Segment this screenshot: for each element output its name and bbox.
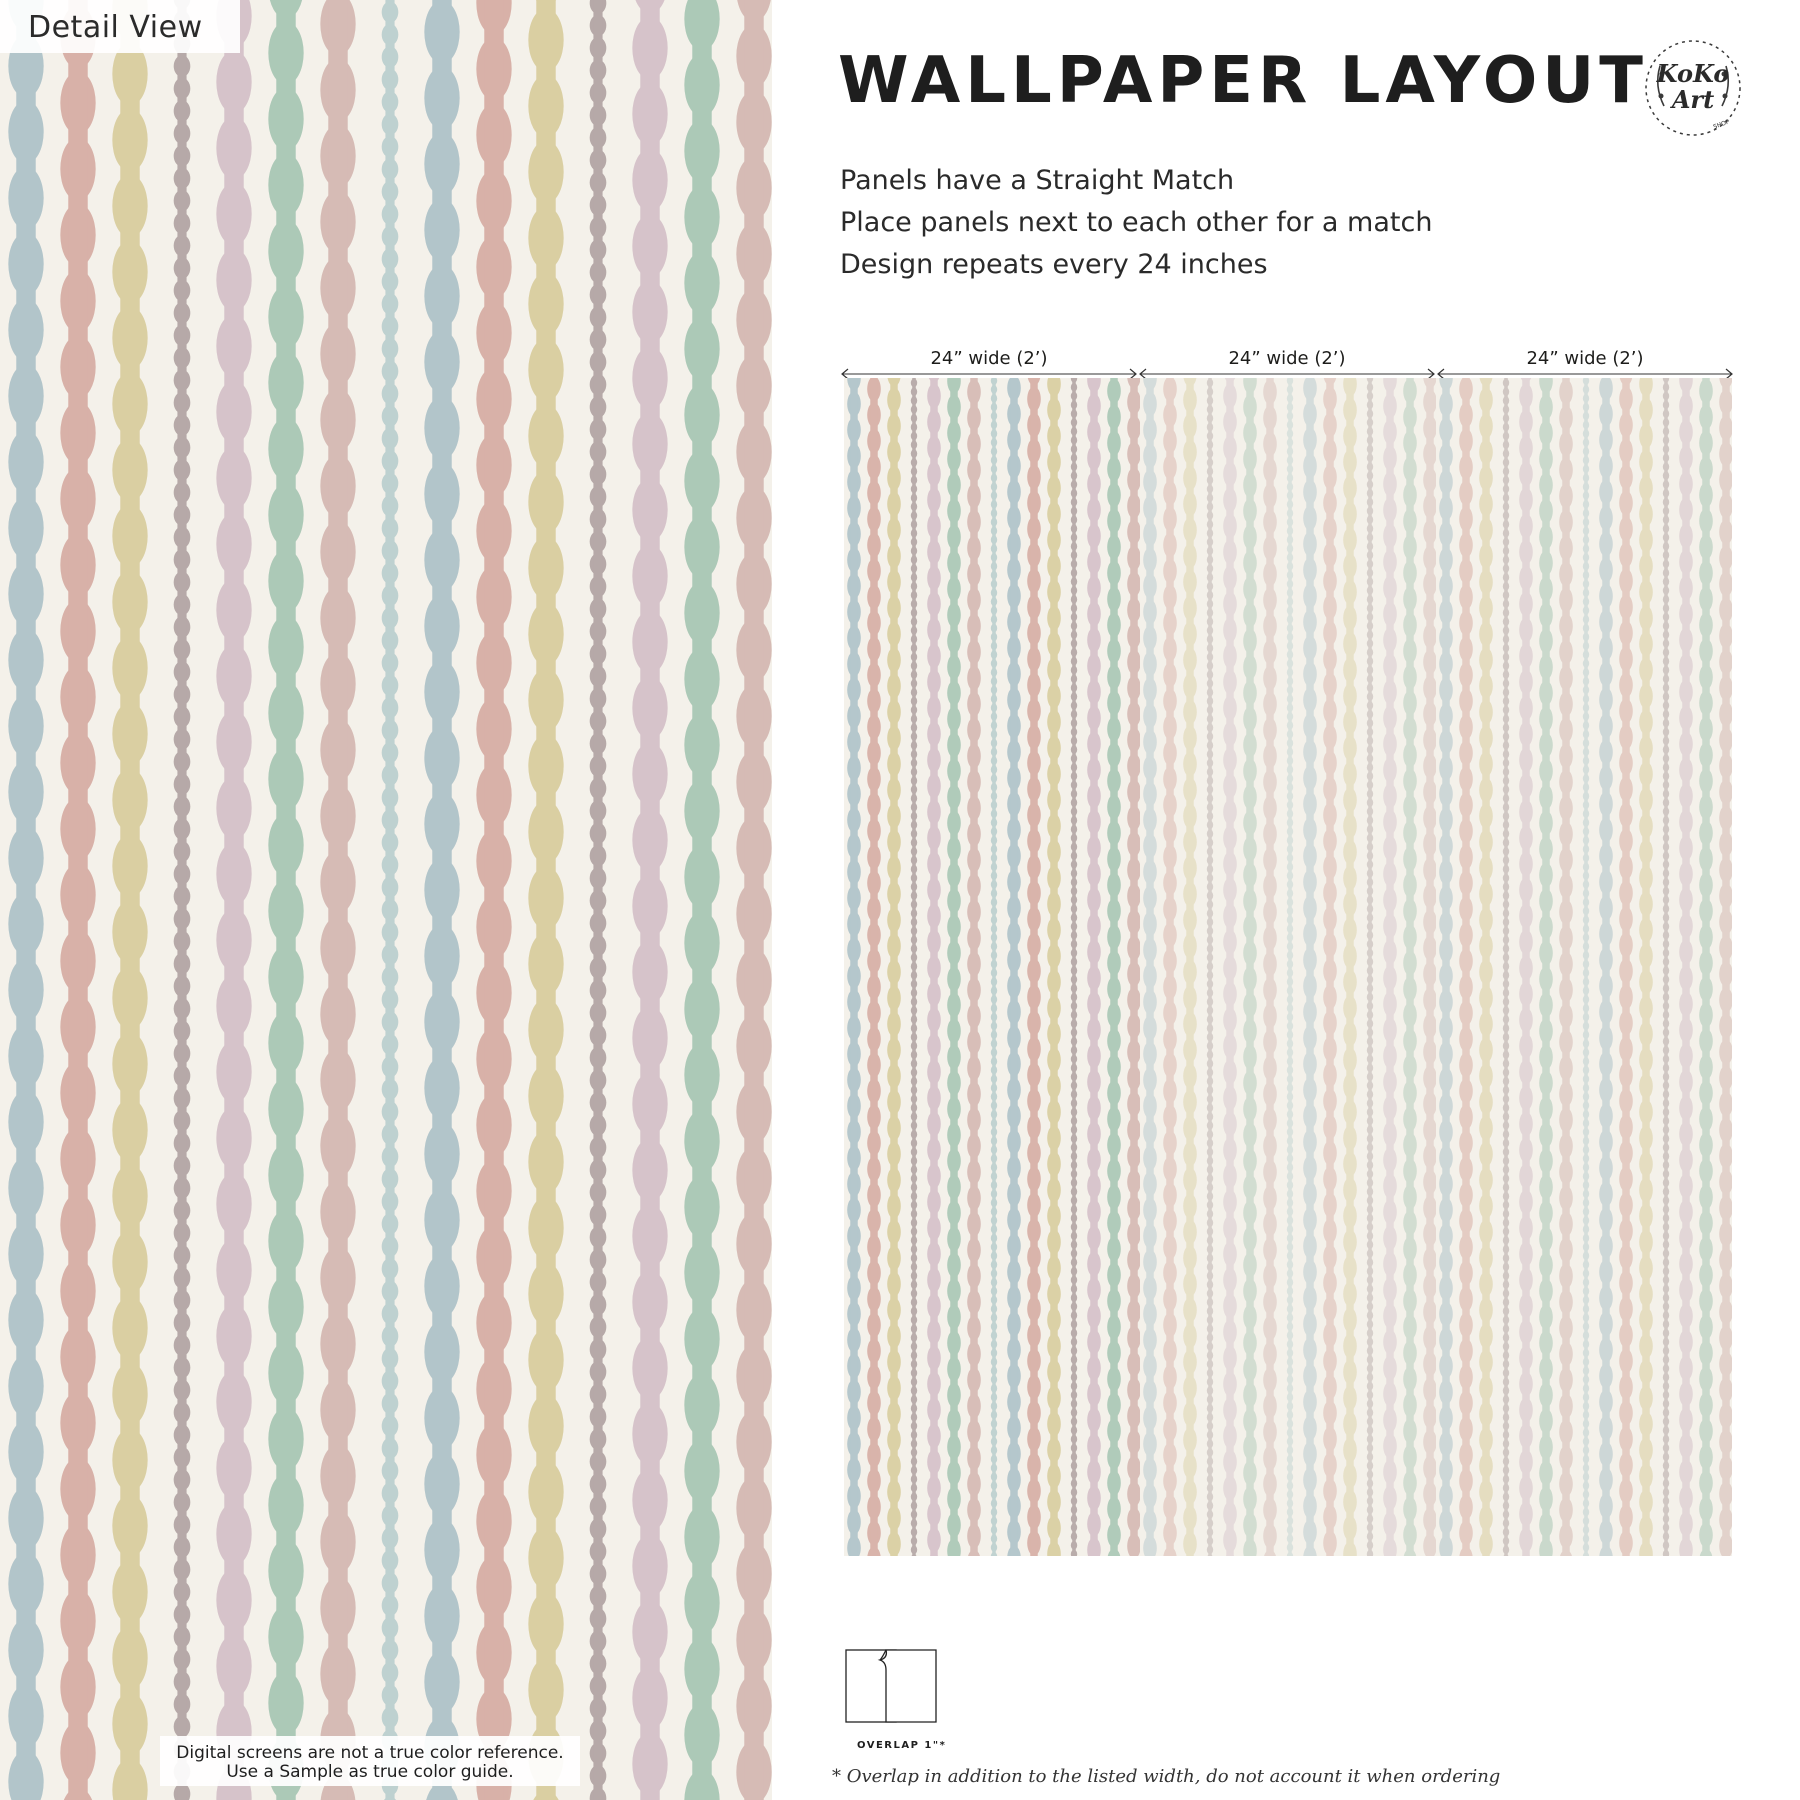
bead-stripe [991,378,997,1556]
bead-stripe [590,0,607,1800]
bead-stripe [1699,378,1713,1556]
detail-view-image [0,0,772,1800]
bead-stripe [1323,378,1337,1556]
bead-stripe [174,0,191,1800]
disclaimer-line-1: Digital screens are not a true color reference. [176,1743,564,1763]
bead-stripe [927,378,941,1556]
panel-2-pattern [1140,378,1436,1556]
panel-2-width-dimension [1138,348,1436,378]
bead-stripe [887,378,901,1556]
svg-text:KoKo: KoKo [1656,59,1730,88]
panel-3-pattern [1436,378,1732,1556]
bead-stripe [1479,378,1493,1556]
page-title: WALLPAPER LAYOUT [838,44,1648,118]
bead-stripe [1223,378,1237,1556]
svg-text:SHOP: SHOP [1712,118,1731,131]
color-disclaimer [160,1736,580,1786]
bead-stripe [967,378,981,1556]
overlap-label: OVERLAP 1"* [857,1740,947,1751]
overlap-footnote: * Overlap in addition to the listed width, do not account it when ordering [832,1766,1501,1787]
bead-stripe [1559,378,1573,1556]
bead-stripe [1107,378,1121,1556]
logo-icon [1642,26,1744,150]
bead-stripe [1583,378,1589,1556]
detail-view-label: Detail View [0,0,240,53]
wallpaper-panel-2 [1140,378,1436,1556]
bead-stripe [1403,378,1417,1556]
bead-stripe [1287,378,1293,1556]
wallpaper-panel-1 [844,378,1140,1556]
svg-text:Art: Art [1671,85,1715,114]
panel-3-width-dimension [1436,348,1734,378]
panel-1-width-dimension [840,348,1138,378]
bead-stripe [736,0,771,1800]
bead-stripe [1519,378,1533,1556]
note-place-panels: Place panels next to each other for a match [840,207,1433,238]
match-notes [840,160,1432,286]
bead-stripe [1027,378,1041,1556]
overlap-icon [844,1648,940,1724]
bead-stripe [1619,378,1633,1556]
panel-3-width-label: 24” wide (2’) [1526,348,1644,369]
note-straight-match: Panels have a Straight Match [840,165,1235,196]
koko-art-logo [1642,26,1744,150]
wallpaper-panel-3 [1436,378,1732,1556]
bead-stripe [1263,378,1277,1556]
bead-stripe [320,0,355,1800]
disclaimer-line-2: Use a Sample as true color guide. [226,1762,514,1782]
panel-1-width-label: 24” wide (2’) [930,348,1048,369]
wallpaper-pattern-detail [0,0,772,1800]
panel-1-pattern [844,378,1140,1556]
panel-layout-diagram [840,348,1736,1558]
note-design-repeat: Design repeats every 24 inches [840,249,1268,280]
bead-stripe [1183,378,1197,1556]
panel-2-width-label: 24” wide (2’) [1228,348,1346,369]
